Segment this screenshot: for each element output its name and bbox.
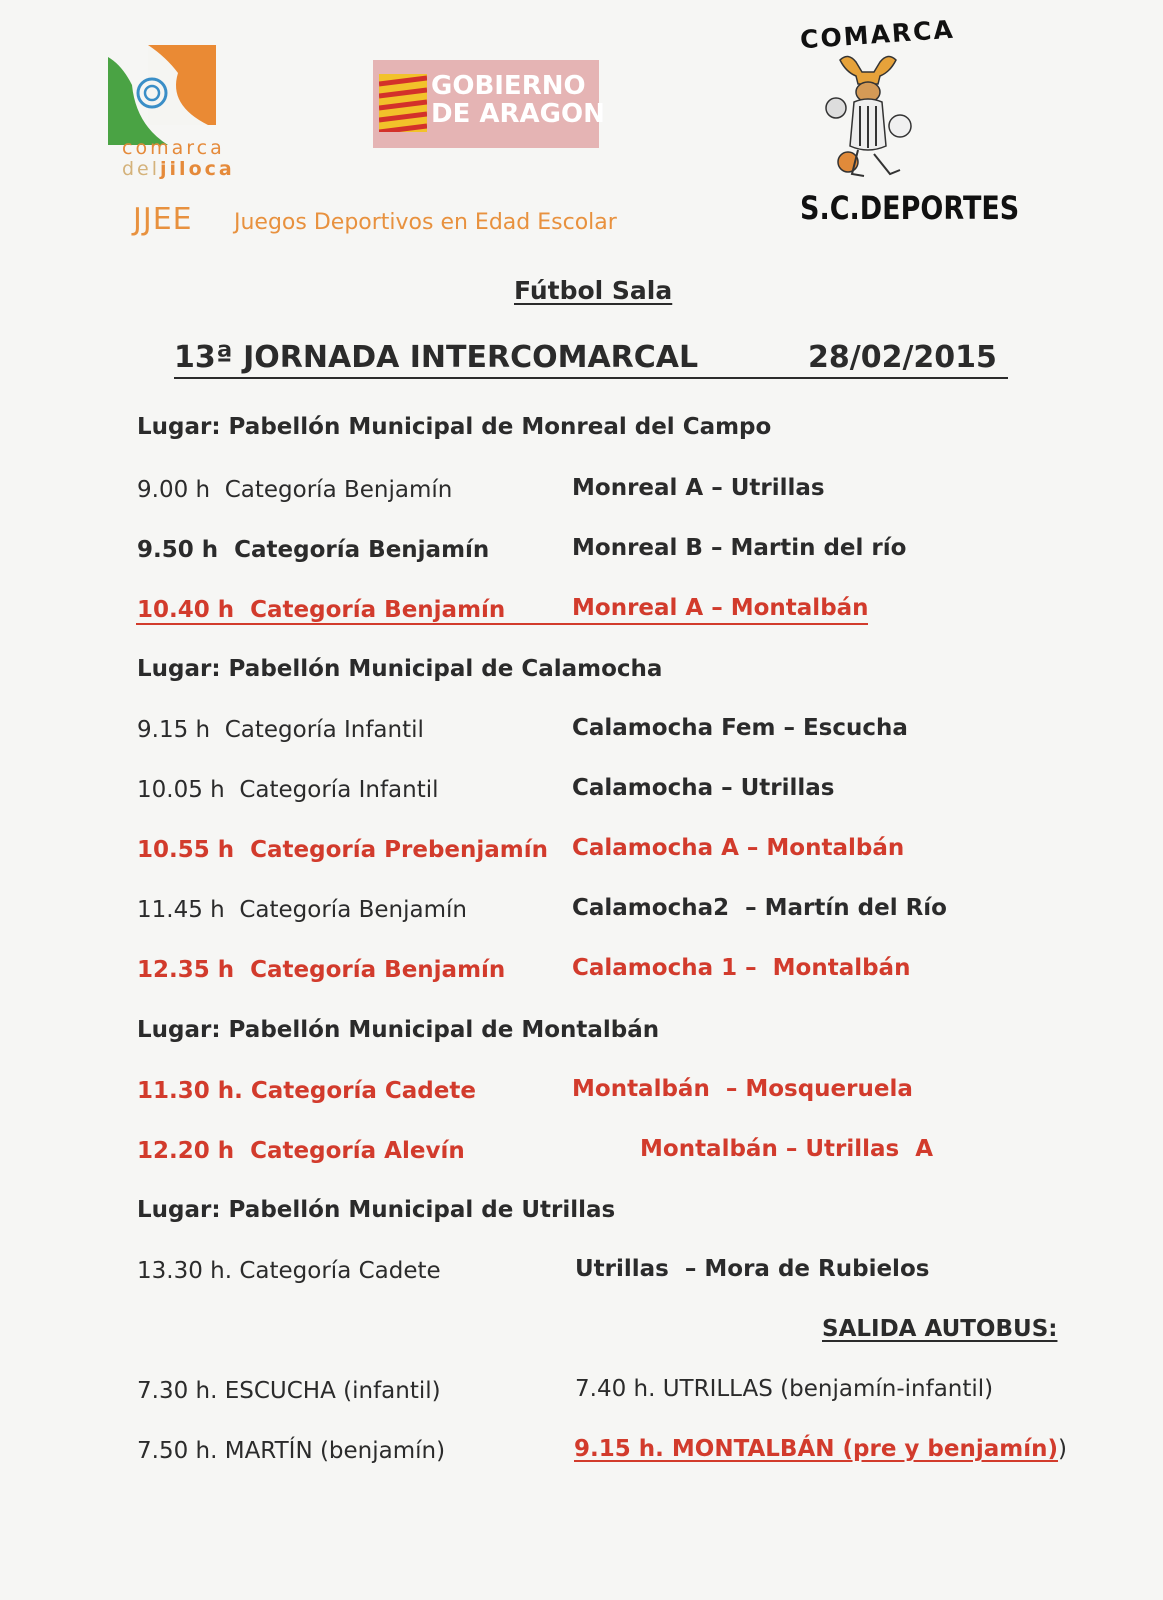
match-time [137,897,467,923]
match-time [137,537,489,563]
venue-label-montalban: Lugar: Pabellón Municipal de Montalbán [137,1017,660,1043]
jornada-title: 13ª JORNADA INTERCOMARCAL [174,340,699,375]
match-teams: Calamocha Fem – Escucha [572,715,908,741]
match-category: Categoría Benjamín [250,597,506,623]
highlight-underline [136,623,868,625]
aragon-flag-icon [379,74,427,132]
match-teams: Calamocha – Utrillas [572,775,835,801]
comarca-title: COMARCA [799,14,956,55]
match-teams: Monreal B – Martin del río [572,535,907,561]
bus-departure-montalban: 9.15 h. MONTALBÁN (pre y benjamín) [574,1436,1059,1462]
match-category: Categoría Infantil [239,777,439,803]
comarca-jiloca-logo [108,45,216,145]
match-time [137,477,452,503]
match-teams: Montalbán – Mosqueruela [572,1076,913,1102]
closing-paren: ) [1058,1436,1067,1462]
jjee-subtitle: Juegos Deportivos en Edad Escolar [234,210,617,235]
match-category: Categoría Prebenjamín [250,837,549,863]
match-category: Categoría Benjamín [239,897,467,923]
match-time-value: 10.40 h [137,597,235,623]
match-teams: Calamocha A – Montalbán [572,835,905,861]
match-time-value: 9.00 h [137,477,211,503]
match-time [137,837,548,863]
match-teams: Calamocha2 – Martín del Río [572,895,947,921]
match-time-value: 11.45 h [137,897,225,923]
match-category: Categoría Cadete [239,1258,441,1284]
match-time [137,1258,441,1284]
gobierno-line-1: GOBIERNO [431,71,586,101]
match-time-value: 10.55 h [137,837,235,863]
jjee-title: JJEE [133,202,193,237]
jiloca-wordmark [122,138,235,180]
match-category: Categoría Cadete [250,1078,476,1104]
match-time [137,777,439,803]
match-category: Categoría Benjamín [234,537,490,563]
match-time-value: 12.20 h [137,1138,235,1164]
venue-label-monreal: Lugar: Pabellón Municipal de Monreal del Campo [137,414,772,440]
match-teams: Monreal A – Utrillas [572,475,825,501]
bus-departure-utrillas: 7.40 h. UTRILLAS (benjamín-infantil) [575,1376,994,1402]
jiloca-line-1: comarca [122,137,225,159]
sc-deportes-title: S.C.DEPORTES [800,190,1020,228]
match-time [137,717,424,743]
match-time-value: 13.30 h. [137,1258,233,1284]
match-time [137,957,505,983]
match-teams: Montalbán – Utrillas A [640,1136,934,1162]
match-time [137,1078,476,1104]
match-teams: Utrillas – Mora de Rubielos [575,1256,930,1282]
match-teams: Calamocha 1 – Montalbán [572,955,911,981]
bus-departure-martin: 7.50 h. MARTÍN (benjamín) [137,1438,446,1464]
jornada-date: 28/02/2015 [808,340,997,375]
match-time-value: 11.30 h. [137,1078,243,1104]
jornada-underline [174,377,1008,379]
match-time-value: 9.50 h [137,537,219,563]
gobierno-line-2: DE ARAGON [431,99,605,129]
venue-label-utrillas: Lugar: Pabellón Municipal de Utrillas [137,1197,616,1223]
jiloca-line-2 [122,159,235,180]
match-time-value: 12.35 h [137,957,235,983]
match-category: Categoría Infantil [224,717,424,743]
match-time [137,1138,465,1164]
moose-mascot-icon [818,50,918,180]
gobierno-aragon-logo [373,60,605,148]
match-time [137,597,505,623]
match-teams: Monreal A – Montalbán [572,595,869,621]
jiloca-line-2b: jiloca [160,158,235,180]
bus-departure-montalban-line [574,1436,1067,1462]
match-time-value: 10.05 h [137,777,225,803]
venue-label-calamocha: Lugar: Pabellón Municipal de Calamocha [137,656,663,682]
match-category: Categoría Alevín [250,1138,465,1164]
bus-departure-escucha: 7.30 h. ESCUCHA (infantil) [137,1378,441,1404]
gobierno-aragon-text [431,72,605,128]
match-time-value: 9.15 h [137,717,211,743]
match-category: Categoría Benjamín [250,957,506,983]
sport-title: Fútbol Sala [514,276,673,305]
jiloca-line-2a: del [122,158,161,180]
match-category: Categoría Benjamín [224,477,453,503]
bus-title: SALIDA AUTOBUS: [822,1316,1058,1342]
